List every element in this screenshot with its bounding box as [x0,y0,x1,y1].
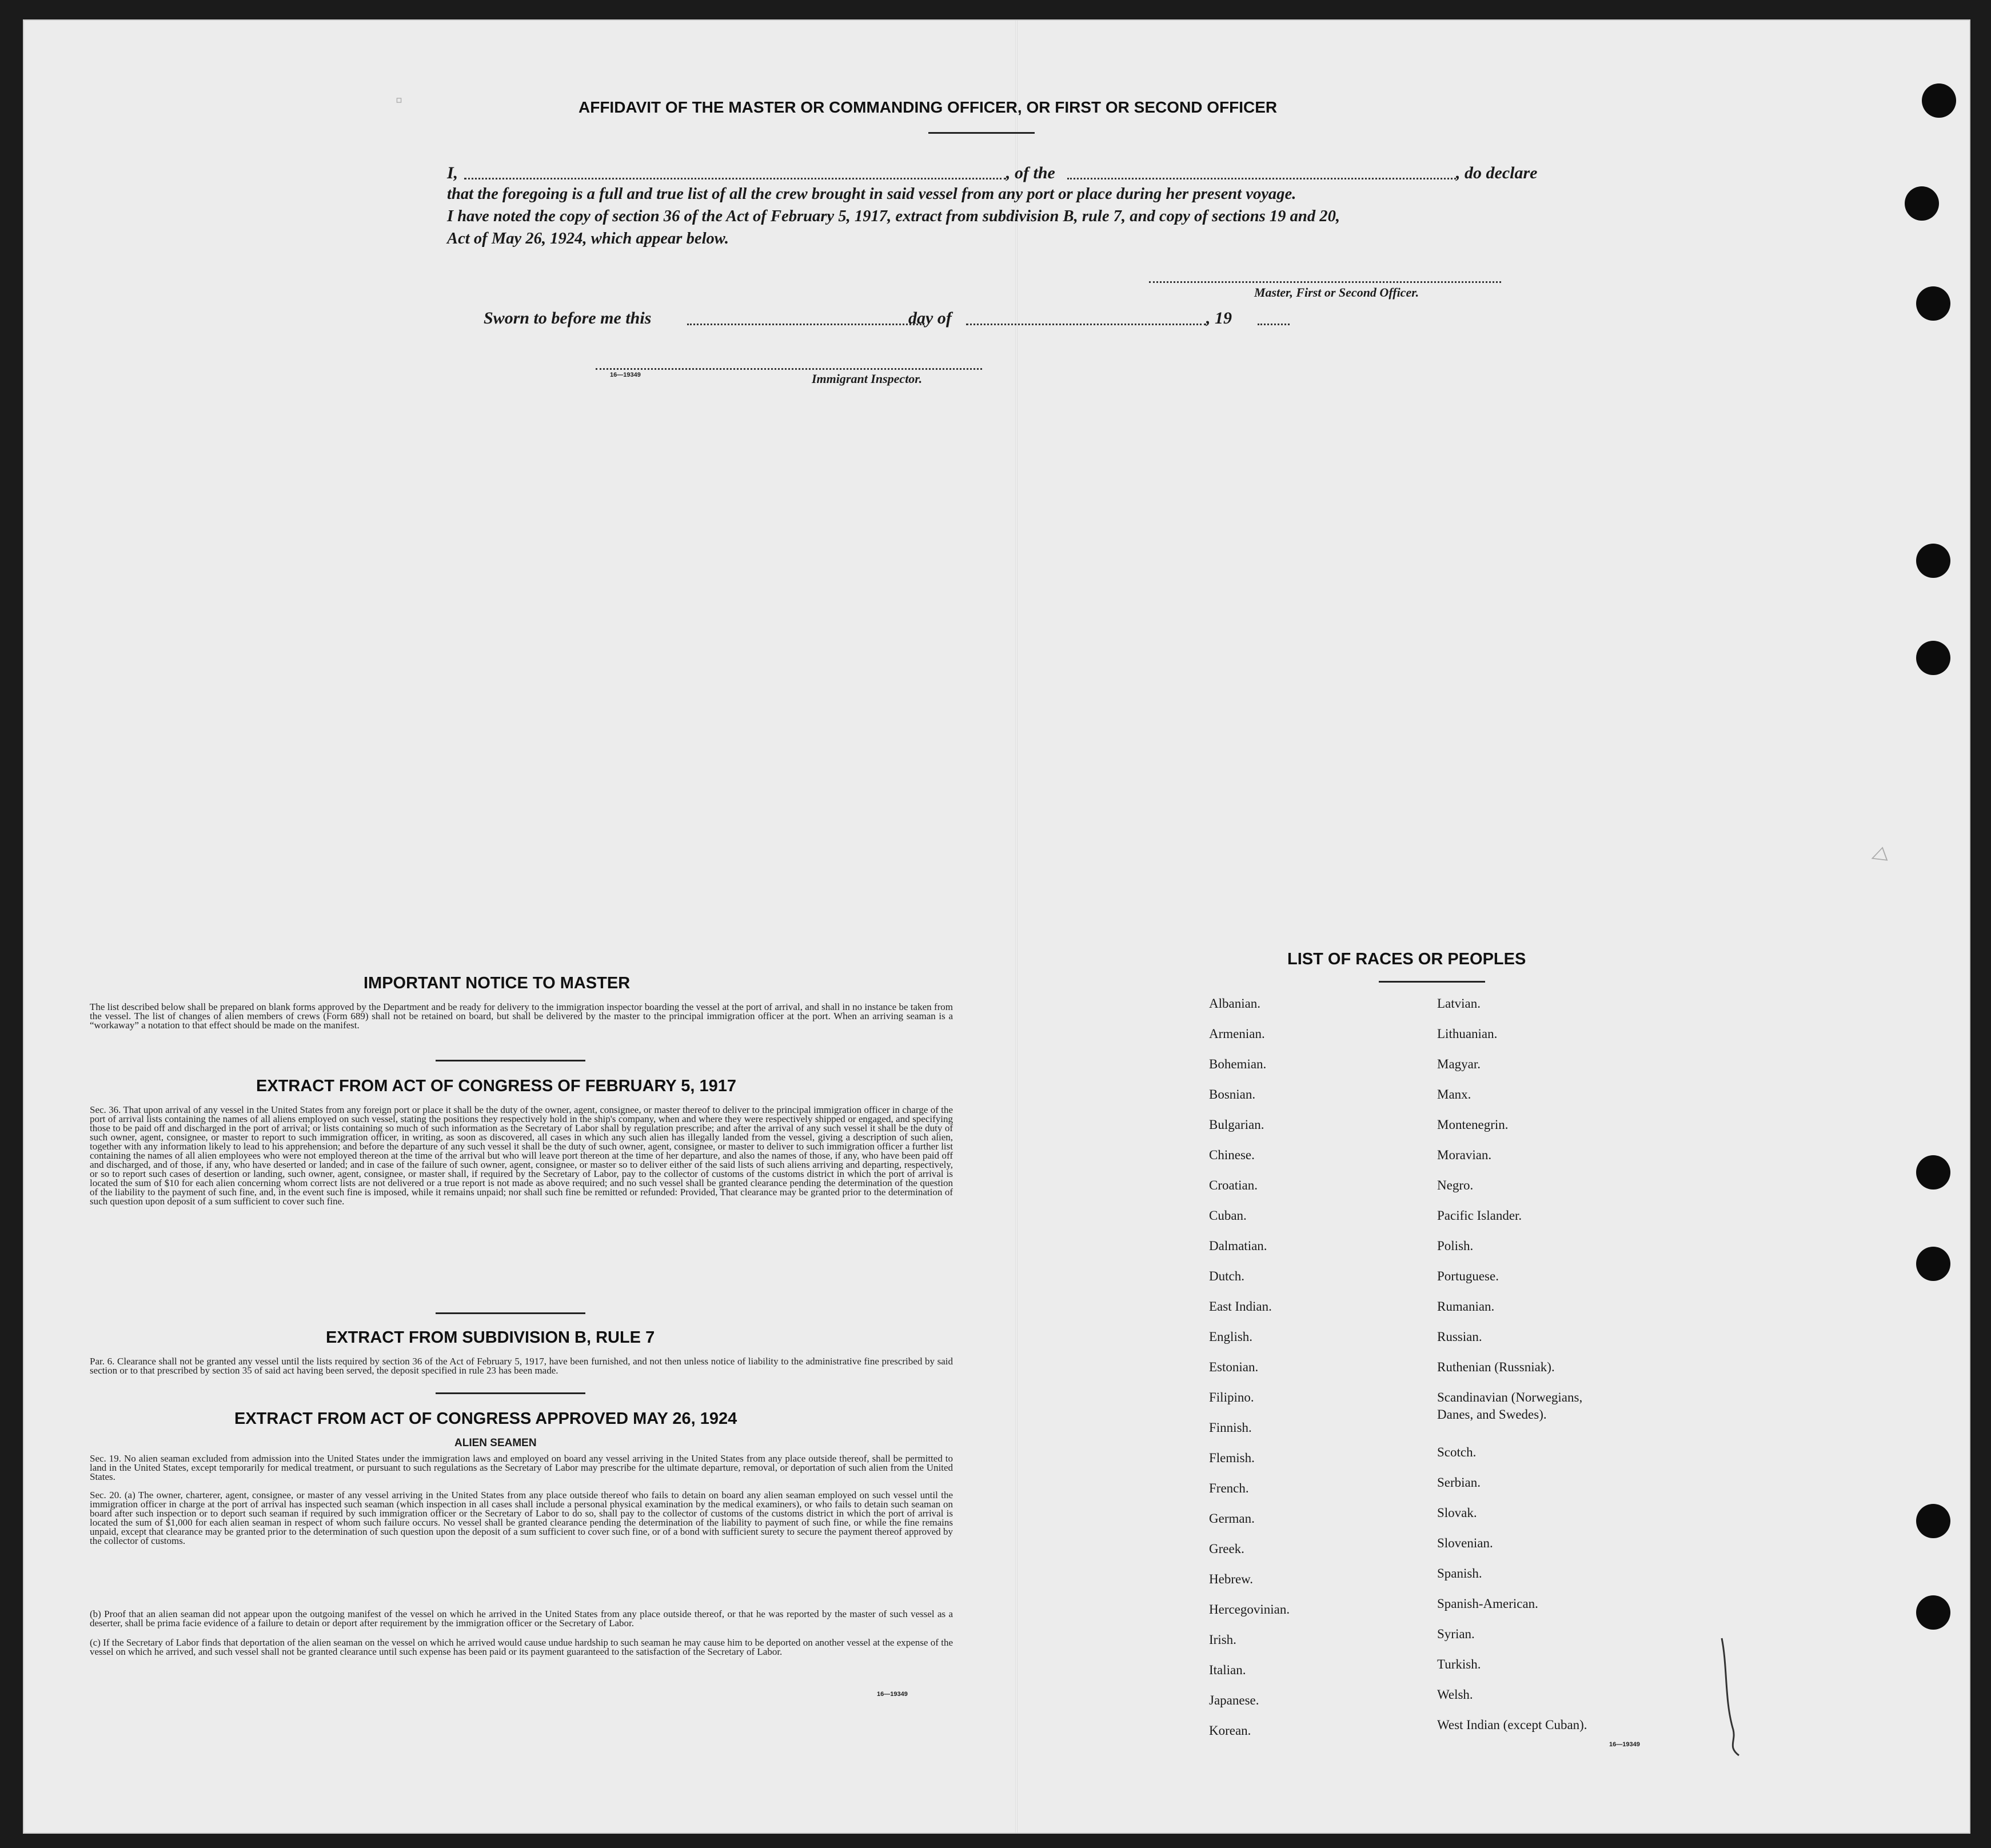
extract-1924-subtitle: ALIEN SEAMEN [454,1437,537,1449]
extract-1924-sec20c: (c) If the Secretary of Labor finds that deportation of the alien seaman on the vessel on which he arrived would cause undue hardship to such seaman he may cause him to be deported on another vessel at the expense of the vessel on which he arrived, and such vessel shall not be granted clearance until such expense has been paid or its payment guaranteed to the satisfaction of the Secretary of Labor. [90,1637,953,1657]
race-item: East Indian. [1209,1299,1272,1314]
extract-1917-body: Sec. 36. That upon arrival of any vessel in the United States from any foreign port or place it shall be the duty of the owner, agent, consignee, or master thereof to deliver to the principal immigration officer in charge of the port of arrival lists containing the names of all aliens employed on such vessel, stating the positions they respectively hold in the ship's company, when and where they were respectively shipped or engaged, and specifying those to be paid off and discharged in the port of arrival; or lists containing so much of such information as the Secretary of Labor shall by regulation prescribe; and after the arrival of any such vessel it shall be the duty of such owner, agent, consignee, or master to report to such immigration officer, in writing, as soon as discovered, all cases in which any such alien has illegally landed from the vessel, giving a description of such alien, together with any information likely to lead to his apprehension; and before the departure of any such vessel it shall be the duty of such owner, agent, consignee, or master to deliver to such immigration officer a further list containing the names of all alien employees who were not employed thereon at the time of the arrival but who will leave port thereon at the time of her departure, and also the names of those, if any, who have been paid off and discharged, and of those, if any, who have deserted or landed; and in case of the failure of such owner, agent, consignee, or master so to deliver either of the said lists of such aliens arriving and departing, respectively, or so to report such cases of desertion or landing, such owner, agent, consignee, or master shall, if required by the Secretary of Labor, pay to the collector of customs of the customs district in which the port of arrival is located the sum of $10 for each alien concerning whom correct lists are not delivered or a true report is not made as above required; and no such vessel shall be granted clearance pending the determination of the question of the liability to the payment of such fine, and, in the event such fine is imposed, while it remains unpaid; nor shall such fine be remitted or refunded: Provided, That clearance may be granted prior to the determination of such question upon deposit of a sum sufficient to cover such fine. [90,1104,953,1207]
punch-hole [1905,186,1939,221]
section-rule [436,1060,585,1061]
races-right-column [1437,995,1587,1747]
name-blank[interactable] [464,178,1006,179]
extract-1917-title: EXTRACT FROM ACT OF CONGRESS OF FEBRUARY 5, 1917 [256,1077,737,1095]
race-item: Hercegovinian. [1209,1602,1290,1616]
form-number: 16—19349 [877,1691,908,1698]
master-signature-line[interactable] [1149,281,1501,283]
race-item: Russian. [1437,1330,1482,1344]
vessel-blank[interactable] [1067,178,1456,179]
race-item: Dalmatian. [1209,1239,1267,1253]
affidavit-line4: Act of May 26, 1924, which appear below. [447,230,729,248]
notice-body: The list described below shall be prepared on blank forms approved by the Department and be ready for delivery to the immigration inspector boarding the vessel at the port of arrival, and shall in no instance be taken from the vessel. The list of changes of alien members of crews (Form 689) shall not be retained on board, but shall be delivered by the master to the principal immigration officer at the port. When an arriving seaman is a “workaway” a notation to that effect should be made on the manifest. [90,1001,953,1031]
notice-title: IMPORTANT NOTICE TO MASTER [364,974,631,992]
sworn-end: , 19 [1206,309,1232,328]
form-number: 16—19349 [610,372,641,378]
race-item: Rumanian. [1437,1299,1495,1314]
subdivision-title: EXTRACT FROM SUBDIVISION B, RULE 7 [326,1328,655,1347]
punch-hole [1916,286,1950,321]
race-item: Bosnian. [1209,1087,1256,1101]
affidavit-line1-start: I, [447,163,458,182]
extract-1924-sec19: Sec. 19. No alien seaman excluded from admission into the United States under the immigration laws and employed on board any vessel arriving in the United States from any place outside thereof, shall be permitted to land in the United States, except temporarily for medical treatment, or pursuant to such regulations as the Secretary of Labor may prescribe for the ultimate departure, removal, or deportation of such alien from the United States. [90,1453,953,1482]
inspector-label: Immigrant Inspector. [812,372,923,386]
race-item: Filipino. [1209,1390,1254,1404]
punch-hole [1916,544,1950,578]
sworn-start: Sworn to before me this [484,309,652,328]
race-item: Dutch. [1209,1269,1244,1283]
race-item: Bulgarian. [1209,1117,1264,1132]
race-item: Moravian. [1437,1148,1492,1162]
race-item: Scandinavian (Norwegians, Danes, and Swedes). [1437,1390,1583,1422]
race-item: Negro. [1437,1178,1474,1192]
extract-1924-sec20b: (b) Proof that an alien seaman did not appear upon the outgoing manifest of the vessel on which he arrived in the United States from any place outside thereof, or that he was reported by the master of such vessel as a deserter, shall be prima facie evidence of a failure to detain or deport after requirement by the immigration officer or the Secretary of Labor. [90,1608,953,1629]
race-item: Portuguese. [1437,1269,1499,1283]
race-item: Magyar. [1437,1057,1481,1071]
form-number: 16—19349 [1609,1741,1640,1748]
race-item: Hebrew. [1209,1572,1254,1586]
section-rule [436,1312,585,1314]
title-rule [928,132,1035,134]
page-fold [1015,21,1018,1833]
punch-hole [1916,1504,1950,1538]
race-item: West Indian (except Cuban). [1437,1718,1587,1732]
race-item: Finnish. [1209,1420,1252,1435]
race-item: Lithuanian. [1437,1027,1498,1041]
bleed-through-mark: ▫ [396,89,403,111]
race-item: Flemish. [1209,1451,1255,1465]
race-item: Irish. [1209,1633,1236,1647]
race-item: Polish. [1437,1239,1474,1253]
affidavit-title: AFFIDAVIT OF THE MASTER OR COMMANDING OFFICER, OR FIRST OR SECOND OFFICER [578,98,1278,116]
race-item: Ruthenian (Russniak). [1437,1360,1555,1374]
race-item: English. [1209,1330,1253,1344]
race-item: Slovak. [1437,1506,1477,1520]
affidavit-line1-mid: , of the [1006,163,1055,182]
sworn-month-blank[interactable] [966,324,1206,325]
race-item: Latvian. [1437,996,1481,1011]
race-item: Spanish. [1437,1566,1482,1580]
race-item: Turkish. [1437,1657,1481,1671]
affidavit-line2: that the foregoing is a full and true list of all the crew brought in said vessel from any port or place during her present voyage. [447,185,1296,203]
section-rule [436,1392,585,1394]
punch-hole [1916,1247,1950,1281]
affidavit-line3: I have noted the copy of section 36 of the Act of February 5, 1917, extract from subdivision B, rule 7, and copy of sections 19 and 20, [447,207,1340,225]
pencil-stroke [1710,1633,1756,1764]
race-item: Montenegrin. [1437,1117,1509,1132]
sworn-year-blank[interactable] [1258,324,1290,325]
race-item: Albanian. [1209,996,1261,1011]
race-item: German. [1209,1511,1255,1526]
race-item: Italian. [1209,1663,1246,1677]
race-item: Chinese. [1209,1148,1255,1162]
extract-1924-sec20a: Sec. 20. (a) The owner, charterer, agent, consignee, or master of any vessel arriving in the United States from any place outside thereof who fails to detain on board any alien seaman employed on such vessel until the immigration officer in charge at the port of arrival has inspected such seaman (which inspection in all cases shall include a personal physical examination by the medical examiners), or who fails to detain such seaman on board after such inspection or to deport such seaman if required by such immigration officer or the Secretary of Labor to do so, shall pay to the collector of customs of the customs district in which the port of arrival is located the sum of $1,000 for each alien seaman in respect of whom such failure occurs. No vessel shall be granted clearance pending the determination of the liability to payment of such fine, or while the fine remains unpaid, except that clearance may be granted prior to the determination of such question upon the deposit of a sum sufficient to cover such fine, or of a bond with sufficient surety to secure the payment thereof approved by the collector of customs. [90,1490,953,1546]
master-label: Master, First or Second Officer. [1254,285,1419,300]
races-left-column [1209,995,1290,1753]
sworn-mid: day of [908,309,952,328]
race-item: Manx. [1437,1087,1471,1101]
race-item: Greek. [1209,1542,1244,1556]
pencil-mark: ◁ [1867,842,1889,868]
race-item: Croatian. [1209,1178,1258,1192]
race-item: Scotch. [1437,1445,1477,1459]
subdivision-body: Par. 6. Clearance shall not be granted any vessel until the lists required by section 36 of the Act of February 5, 1917, have been furnished, and not then unless notice of liability to the administrative fine prescribed by said section or to that prescribed by section 35 of said act having been served, the deposit specified in rule 23 has been made. [90,1356,953,1376]
race-item: Serbian. [1437,1475,1481,1490]
race-item: French. [1209,1481,1249,1495]
races-title-rule [1379,981,1485,983]
race-item: Welsh. [1437,1687,1473,1702]
race-item: Estonian. [1209,1360,1259,1374]
punch-hole [1916,1155,1950,1190]
race-item: Japanese. [1209,1693,1259,1707]
race-item: Spanish-American. [1437,1596,1538,1611]
race-item: Cuban. [1209,1208,1247,1223]
punch-hole [1916,641,1950,675]
extract-1924-title: EXTRACT FROM ACT OF CONGRESS APPROVED MAY 26, 1924 [234,1410,737,1428]
inspector-signature-line[interactable] [596,368,982,370]
race-item: Slovenian. [1437,1536,1493,1550]
race-item: Armenian. [1209,1027,1265,1041]
document-page [23,19,1970,1834]
race-item: Syrian. [1437,1627,1475,1641]
race-item: Korean. [1209,1723,1251,1738]
affidavit-line1-end: , do declare [1456,163,1538,182]
punch-hole [1916,1595,1950,1630]
sworn-day-blank[interactable] [687,324,924,325]
punch-hole [1922,83,1956,118]
race-item: Bohemian. [1209,1057,1267,1071]
race-item: Pacific Islander. [1437,1208,1522,1223]
races-title: LIST OF RACES OR PEOPLES [1287,950,1526,968]
